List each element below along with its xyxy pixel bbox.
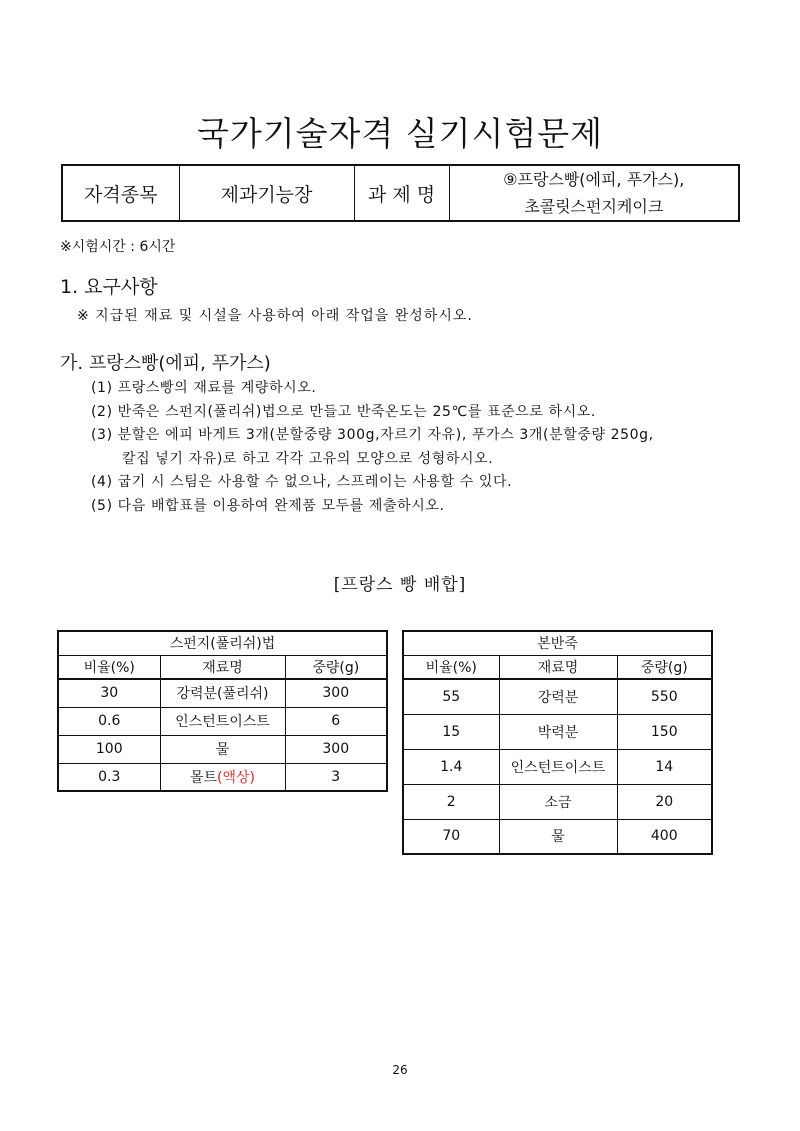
table-cell: 15 xyxy=(403,714,499,749)
table-cell: 물 xyxy=(160,735,285,763)
table-cell: 550 xyxy=(617,679,712,714)
task-line-2: 초콜릿스펀지케이크 xyxy=(524,197,664,216)
table-cell: 2 xyxy=(403,784,499,819)
malt-liquid-note: (액상) xyxy=(217,769,256,786)
table-row xyxy=(403,749,712,784)
table-cell: 1.4 xyxy=(403,749,499,784)
table-cell: 55 xyxy=(403,679,499,714)
task-line-1: ⑨프랑스빵(에피, 푸가스), xyxy=(503,170,685,189)
page-number: 26 xyxy=(392,1063,408,1077)
task-label: 과 제 명 xyxy=(354,165,449,221)
list-item-continuation: 칼집 넣기 자유)로 하고 각각 고유의 모양으로 성형하시오. xyxy=(122,450,494,467)
table-cell: 3 xyxy=(285,763,387,791)
list-item: (4) 굽기 시 스팀은 사용할 수 없으나, 스프레이는 사용할 수 있다. xyxy=(91,474,513,490)
list-item: (3) 분할은 에피 바게트 3개(분할중량 300g,자르기 자유), 푸가스 3개(분할중량 250g, xyxy=(91,427,654,443)
column-header: 비율(%) xyxy=(403,655,499,679)
sponge-table xyxy=(57,630,388,792)
table-cell: 400 xyxy=(617,819,712,854)
list-item: (1) 프랑스빵의 재료를 계량하시오. xyxy=(91,380,317,396)
table-row xyxy=(58,707,387,735)
list-item: (5) 다음 배합표를 이용하여 완제품 모두를 제출하시오. xyxy=(91,497,445,514)
table-row xyxy=(403,784,712,819)
column-header: 비율(%) xyxy=(58,655,160,679)
table-cell: 150 xyxy=(617,714,712,749)
malt-name: 몰트 xyxy=(189,769,218,786)
main-dough-table xyxy=(402,630,713,855)
dough-table-title: 본반죽 xyxy=(403,631,712,655)
table-cell: 인스턴트이스트 xyxy=(499,749,617,784)
column-header: 중량(g) xyxy=(285,655,387,679)
requirement-list xyxy=(91,377,771,518)
requirements-note: ※ 지급된 재료 및 시설을 사용하여 아래 작업을 완성하시오. xyxy=(77,308,473,324)
table-cell: 박력분 xyxy=(499,714,617,749)
sponge-table-title: 스펀지(풀리쉬)법 xyxy=(58,631,387,655)
table-cell: 0.6 xyxy=(58,707,160,735)
table-cell: 강력분(풀리쉬) xyxy=(160,679,285,707)
column-header: 중량(g) xyxy=(617,655,712,679)
table-cell: 소금 xyxy=(499,784,617,819)
table-cell: 70 xyxy=(403,819,499,854)
table-row xyxy=(403,679,712,714)
category-label: 자격종목 xyxy=(62,165,179,221)
table-row xyxy=(58,735,387,763)
table-cell: 6 xyxy=(285,707,387,735)
table-row xyxy=(403,819,712,854)
table-cell: 300 xyxy=(285,679,387,707)
table-cell: 물 xyxy=(499,819,617,854)
column-header: 재료명 xyxy=(160,655,285,679)
table-cell: 100 xyxy=(58,735,160,763)
table-row xyxy=(58,679,387,707)
table-cell: 0.3 xyxy=(58,763,160,791)
table-cell: 20 xyxy=(617,784,712,819)
formula-title: [프랑스 빵 배합] xyxy=(333,575,467,595)
column-header: 재료명 xyxy=(499,655,617,679)
category-value: 제과기능장 xyxy=(179,165,354,221)
page-title: 국가기술자격 실기시험문제 xyxy=(196,114,604,153)
table-row xyxy=(58,763,387,791)
exam-info-table xyxy=(61,164,740,222)
list-item: (2) 반죽은 스펀지(풀리쉬)법으로 만들고 반죽온도는 25℃를 표준으로 하시오. xyxy=(91,403,596,420)
table-cell: 14 xyxy=(617,749,712,784)
task-value xyxy=(449,165,739,221)
requirements-heading: 1. 요구사항 xyxy=(60,276,158,298)
table-row xyxy=(403,714,712,749)
table-cell: 인스턴트이스트 xyxy=(160,707,285,735)
table-cell xyxy=(160,763,285,791)
table-cell: 강력분 xyxy=(499,679,617,714)
table-cell: 30 xyxy=(58,679,160,707)
table-cell: 300 xyxy=(285,735,387,763)
exam-time: ※시험시간 : 6시간 xyxy=(60,239,176,255)
section-heading: 가. 프랑스빵(에피, 푸가스) xyxy=(60,353,271,374)
